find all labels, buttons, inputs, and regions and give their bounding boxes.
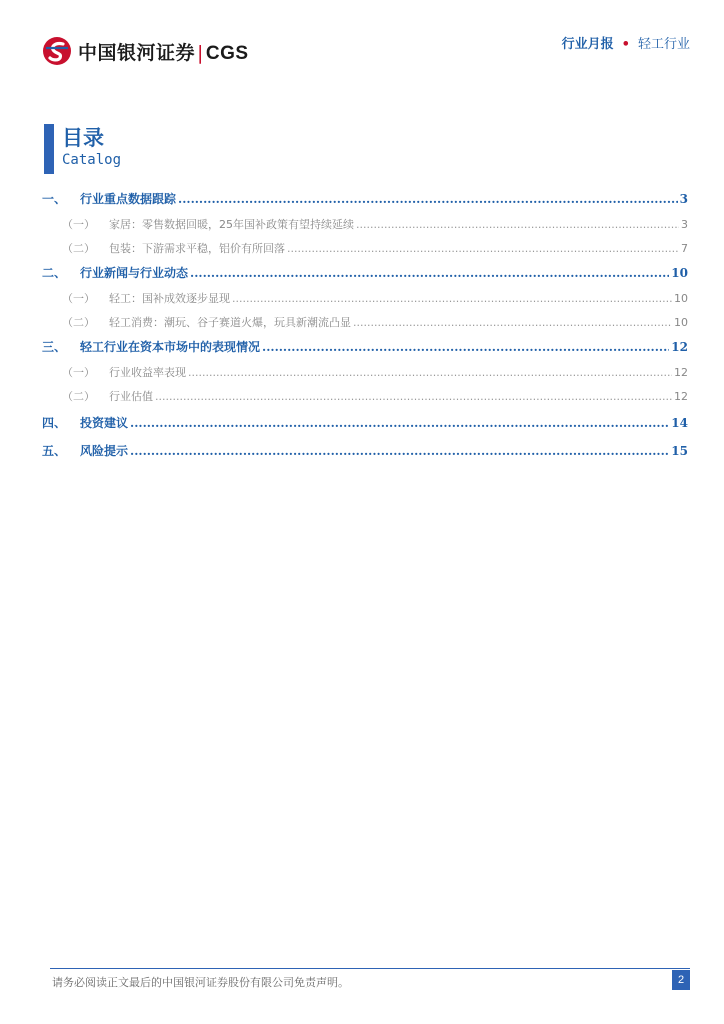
leader-dots (353, 316, 672, 329)
header-separator: • (621, 37, 630, 52)
leader-dots (190, 266, 669, 280)
leader-dots (155, 390, 672, 403)
toc-entry[interactable] (42, 240, 688, 258)
toc-entry-number: 一、 (42, 192, 67, 206)
leader-dots (232, 292, 672, 305)
accent-bar (44, 124, 54, 174)
toc-entry[interactable] (42, 414, 688, 432)
page-number: 2 (672, 970, 690, 990)
toc-entry[interactable] (42, 388, 688, 406)
toc-entry-number: （二） (62, 242, 95, 255)
toc-entry[interactable] (42, 364, 688, 382)
toc-entry-number: （二） (62, 390, 95, 403)
toc-page-number: 14 (671, 416, 688, 430)
toc-page-number: 10 (674, 292, 688, 305)
toc-entry-text: 行业估值 (109, 390, 153, 403)
leader-dots (188, 366, 672, 379)
toc-entry-text: 家居：零售数据回暖，25年国补政策有望持续延续 (109, 218, 354, 231)
leader-dots (178, 192, 678, 206)
toc-entry[interactable] (42, 314, 688, 332)
toc-entry-number: （一） (62, 366, 95, 379)
toc-entry-text: 行业重点数据跟踪 (80, 192, 177, 206)
toc-entry-number: （一） (62, 292, 95, 305)
footer-disclaimer: 请务必阅读正文最后的中国银河证券股份有限公司免责声明。 (52, 976, 349, 989)
toc-entry[interactable] (42, 442, 688, 460)
cgs-logo-icon (42, 36, 72, 66)
toc-entry-text: 包装：下游需求平稳，铝价有所回落 (109, 242, 285, 255)
toc-entry-text: 风险提示 (80, 444, 129, 458)
toc-page-number: 3 (679, 192, 688, 206)
toc-entry-text: 投资建议 (80, 416, 129, 430)
leader-dots (287, 242, 679, 255)
industry-name: 轻工行业 (637, 37, 690, 52)
toc-entry[interactable] (42, 264, 688, 282)
table-of-contents (42, 190, 688, 458)
toc-entry-text: 轻工：国补成效逐步显现 (109, 292, 230, 305)
toc-page-number: 7 (681, 242, 688, 255)
leader-dots (356, 218, 679, 231)
toc-page-number: 12 (671, 340, 688, 354)
leader-dots (130, 444, 669, 458)
brand-name-en: CGS (205, 42, 249, 64)
brand-separator: | (197, 41, 204, 64)
toc-entry-number: （二） (62, 316, 95, 329)
report-type: 行业月报 (561, 37, 614, 52)
leader-dots (130, 416, 669, 430)
toc-entry-text: 轻工行业在资本市场中的表现情况 (80, 340, 261, 354)
report-category (562, 33, 690, 52)
toc-subtitle: Catalog (62, 152, 122, 168)
toc-entry-number: 三、 (42, 340, 67, 354)
toc-entry-number: 五、 (42, 444, 67, 458)
toc-entry[interactable] (42, 338, 688, 356)
toc-entry-number: 二、 (42, 266, 67, 280)
toc-page-number: 12 (674, 390, 688, 403)
brand-name-cn: 中国银河证券 (78, 41, 196, 64)
toc-page-number: 15 (671, 444, 688, 458)
toc-entry-number: （一） (62, 218, 95, 231)
toc-title: 目录 (62, 125, 104, 150)
toc-entry-number: 四、 (42, 416, 67, 430)
toc-entry[interactable] (42, 216, 688, 234)
toc-page-number: 10 (671, 266, 688, 280)
toc-page-number: 3 (681, 218, 688, 231)
footer-divider (50, 968, 690, 969)
company-logo (42, 36, 249, 66)
toc-entry-text: 行业收益率表现 (109, 366, 186, 379)
toc-page-number: 10 (674, 316, 688, 329)
toc-page-number: 12 (674, 366, 688, 379)
toc-entry[interactable] (42, 290, 688, 308)
brand-name (78, 38, 249, 65)
toc-entry[interactable] (42, 190, 688, 208)
toc-entry-text: 轻工消费：潮玩、谷子赛道火爆，玩具新潮流凸显 (109, 316, 351, 329)
toc-entry-text: 行业新闻与行业动态 (80, 266, 189, 280)
leader-dots (262, 340, 669, 354)
